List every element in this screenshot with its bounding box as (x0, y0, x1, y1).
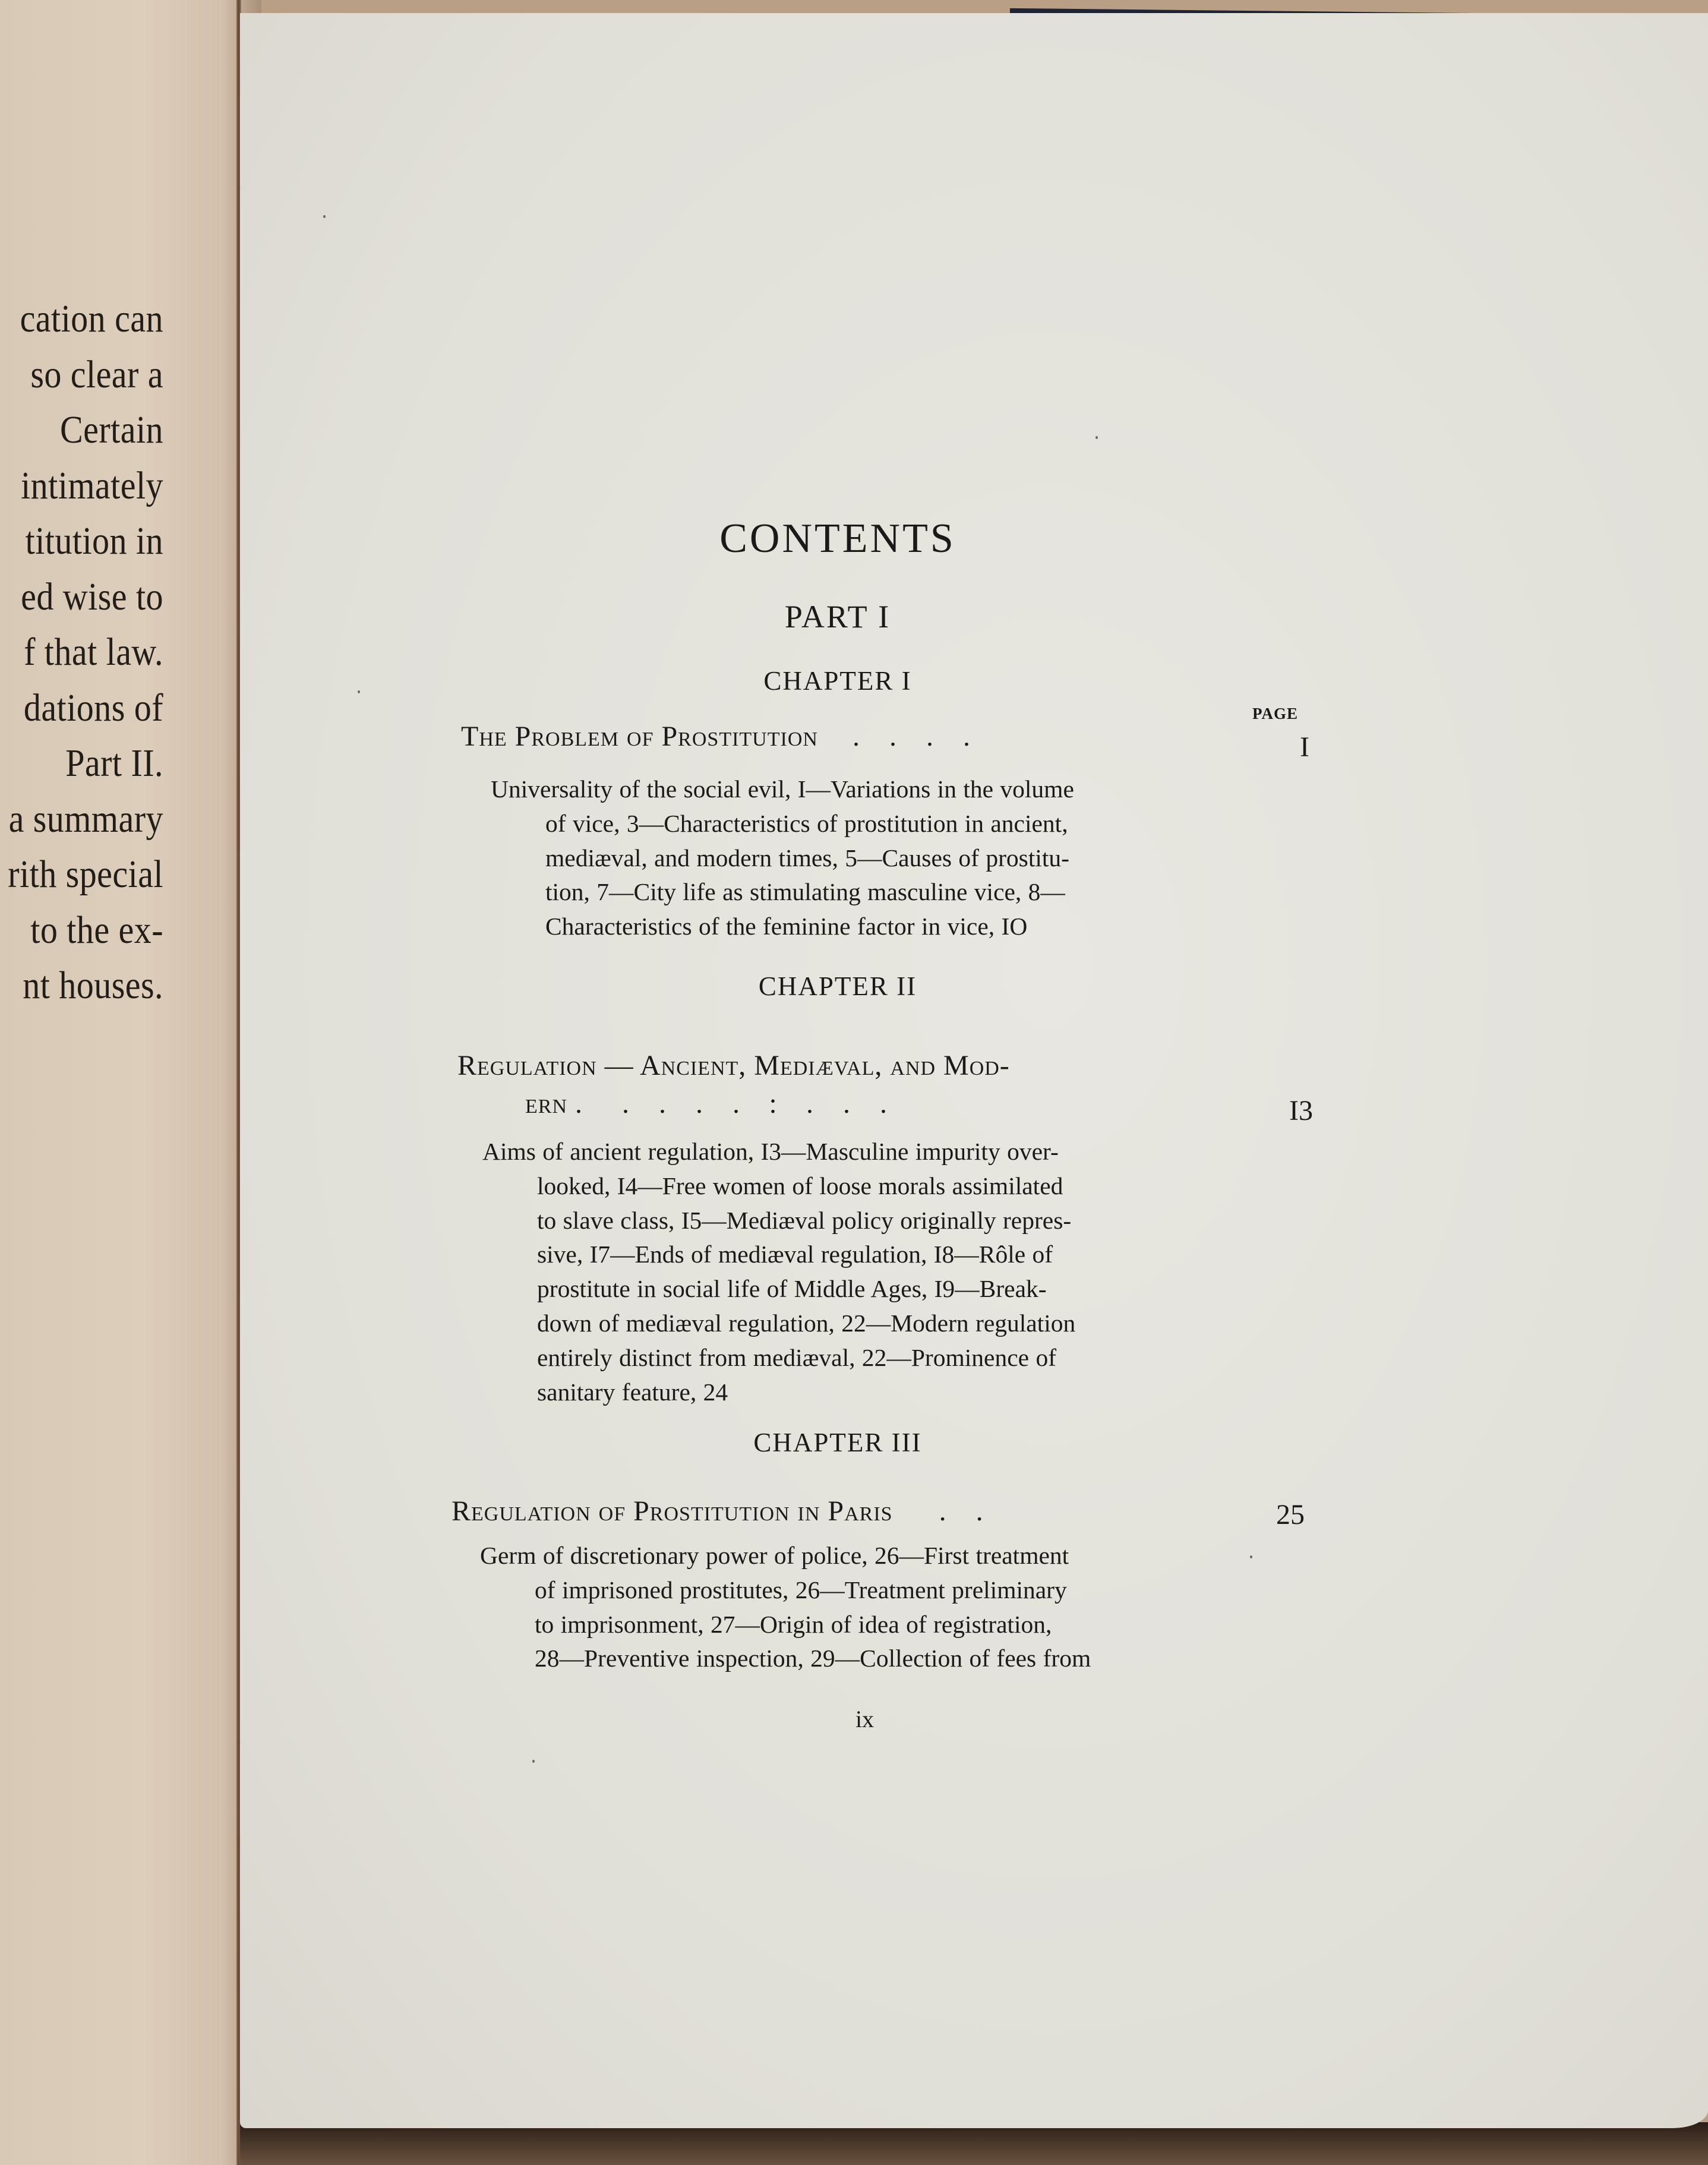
page-title: CONTENTS (719, 516, 956, 561)
left-line: so clear a (30, 352, 163, 396)
left-line: titution in (25, 519, 163, 563)
paper-speck (1095, 436, 1098, 439)
left-line: rith special (8, 853, 163, 896)
chapter-title-link[interactable] (457, 1049, 1010, 1082)
chapter-title: The Problem of Prostitution (461, 721, 818, 752)
page-folio: ix (855, 1706, 874, 1732)
dot-leaders: . . (939, 1495, 983, 1527)
chapter-title-link[interactable] (452, 1495, 998, 1528)
contents-page (240, 13, 1708, 2128)
chapter-heading: CHAPTER II (758, 971, 917, 1001)
chapter-title-continuation[interactable]: ern . . . . . : . . . (525, 1087, 902, 1120)
left-facing-page (0, 0, 261, 2165)
chapter-summary: Aims of ancient regulation, I3—Masculine impurity over- looked, I4—Free women of loose morals assimilated to slave class, I5—Mediæval policy originally repres- sive, I7—Ends of mediæval regulation, I8—Rôle of prostitute in social life of Middle Ages, I9—Break- down of mediæval regulation, 22—Modern regulation entirely distinct from mediæval, 22—Prominence of sanitary feature, 24 (482, 1138, 1076, 1406)
page-number[interactable]: 25 (1276, 1499, 1305, 1530)
dot-leaders: . . . . : . . . (622, 1088, 887, 1119)
dot-leaders: . . . . (852, 721, 970, 752)
paper-speck (323, 215, 326, 218)
left-line: Part II. (65, 741, 163, 785)
chapter-title: Regulation of Prostitution in Paris (452, 1495, 893, 1527)
left-line: a summary (8, 797, 163, 841)
chapter-heading: CHAPTER I (763, 666, 912, 696)
part-heading: PART I (784, 599, 891, 635)
left-line: cation can (20, 297, 163, 340)
chapter-summary: Universality of the social evil, I—Variations in the volume of vice, 3—Characteristics of prostitution in ancient, mediæval, and modern times, 5—Causes of prostitu- tion, 7—City life as stimulating masculine vice, 8— Characteristics of the feminine factor in vice, IO (491, 775, 1074, 941)
chapter-heading: CHAPTER III (753, 1428, 922, 1457)
left-line: f that law. (24, 630, 163, 674)
paper-speck (532, 1760, 535, 1763)
paper-speck (358, 690, 360, 693)
page-number[interactable]: I3 (1289, 1095, 1313, 1126)
left-page-text (0, 291, 163, 1014)
chapter-summary: Germ of discretionary power of police, 26—First treatment of imprisoned prostitutes, 26—Treatment preliminary to imprisonment, 27—Origin of idea of registration, 28—Preventive inspection, 29—Collection of fees from (480, 1542, 1091, 1672)
left-line: intimately (21, 463, 163, 507)
chapter-title: Regulation — Ancient, Mediæval, and Mod- (457, 1050, 1010, 1081)
left-line: dations of (23, 686, 163, 730)
page-column-label: PAGE (1252, 705, 1298, 722)
page-number[interactable]: I (1300, 731, 1309, 763)
chapter-title-link[interactable] (461, 720, 985, 753)
left-line: Certain (59, 408, 163, 452)
left-line: ed wise to (21, 575, 163, 618)
page-bottom-shadow (240, 2122, 1708, 2165)
left-line: nt houses. (23, 964, 163, 1007)
left-line: to the ex- (30, 908, 163, 952)
